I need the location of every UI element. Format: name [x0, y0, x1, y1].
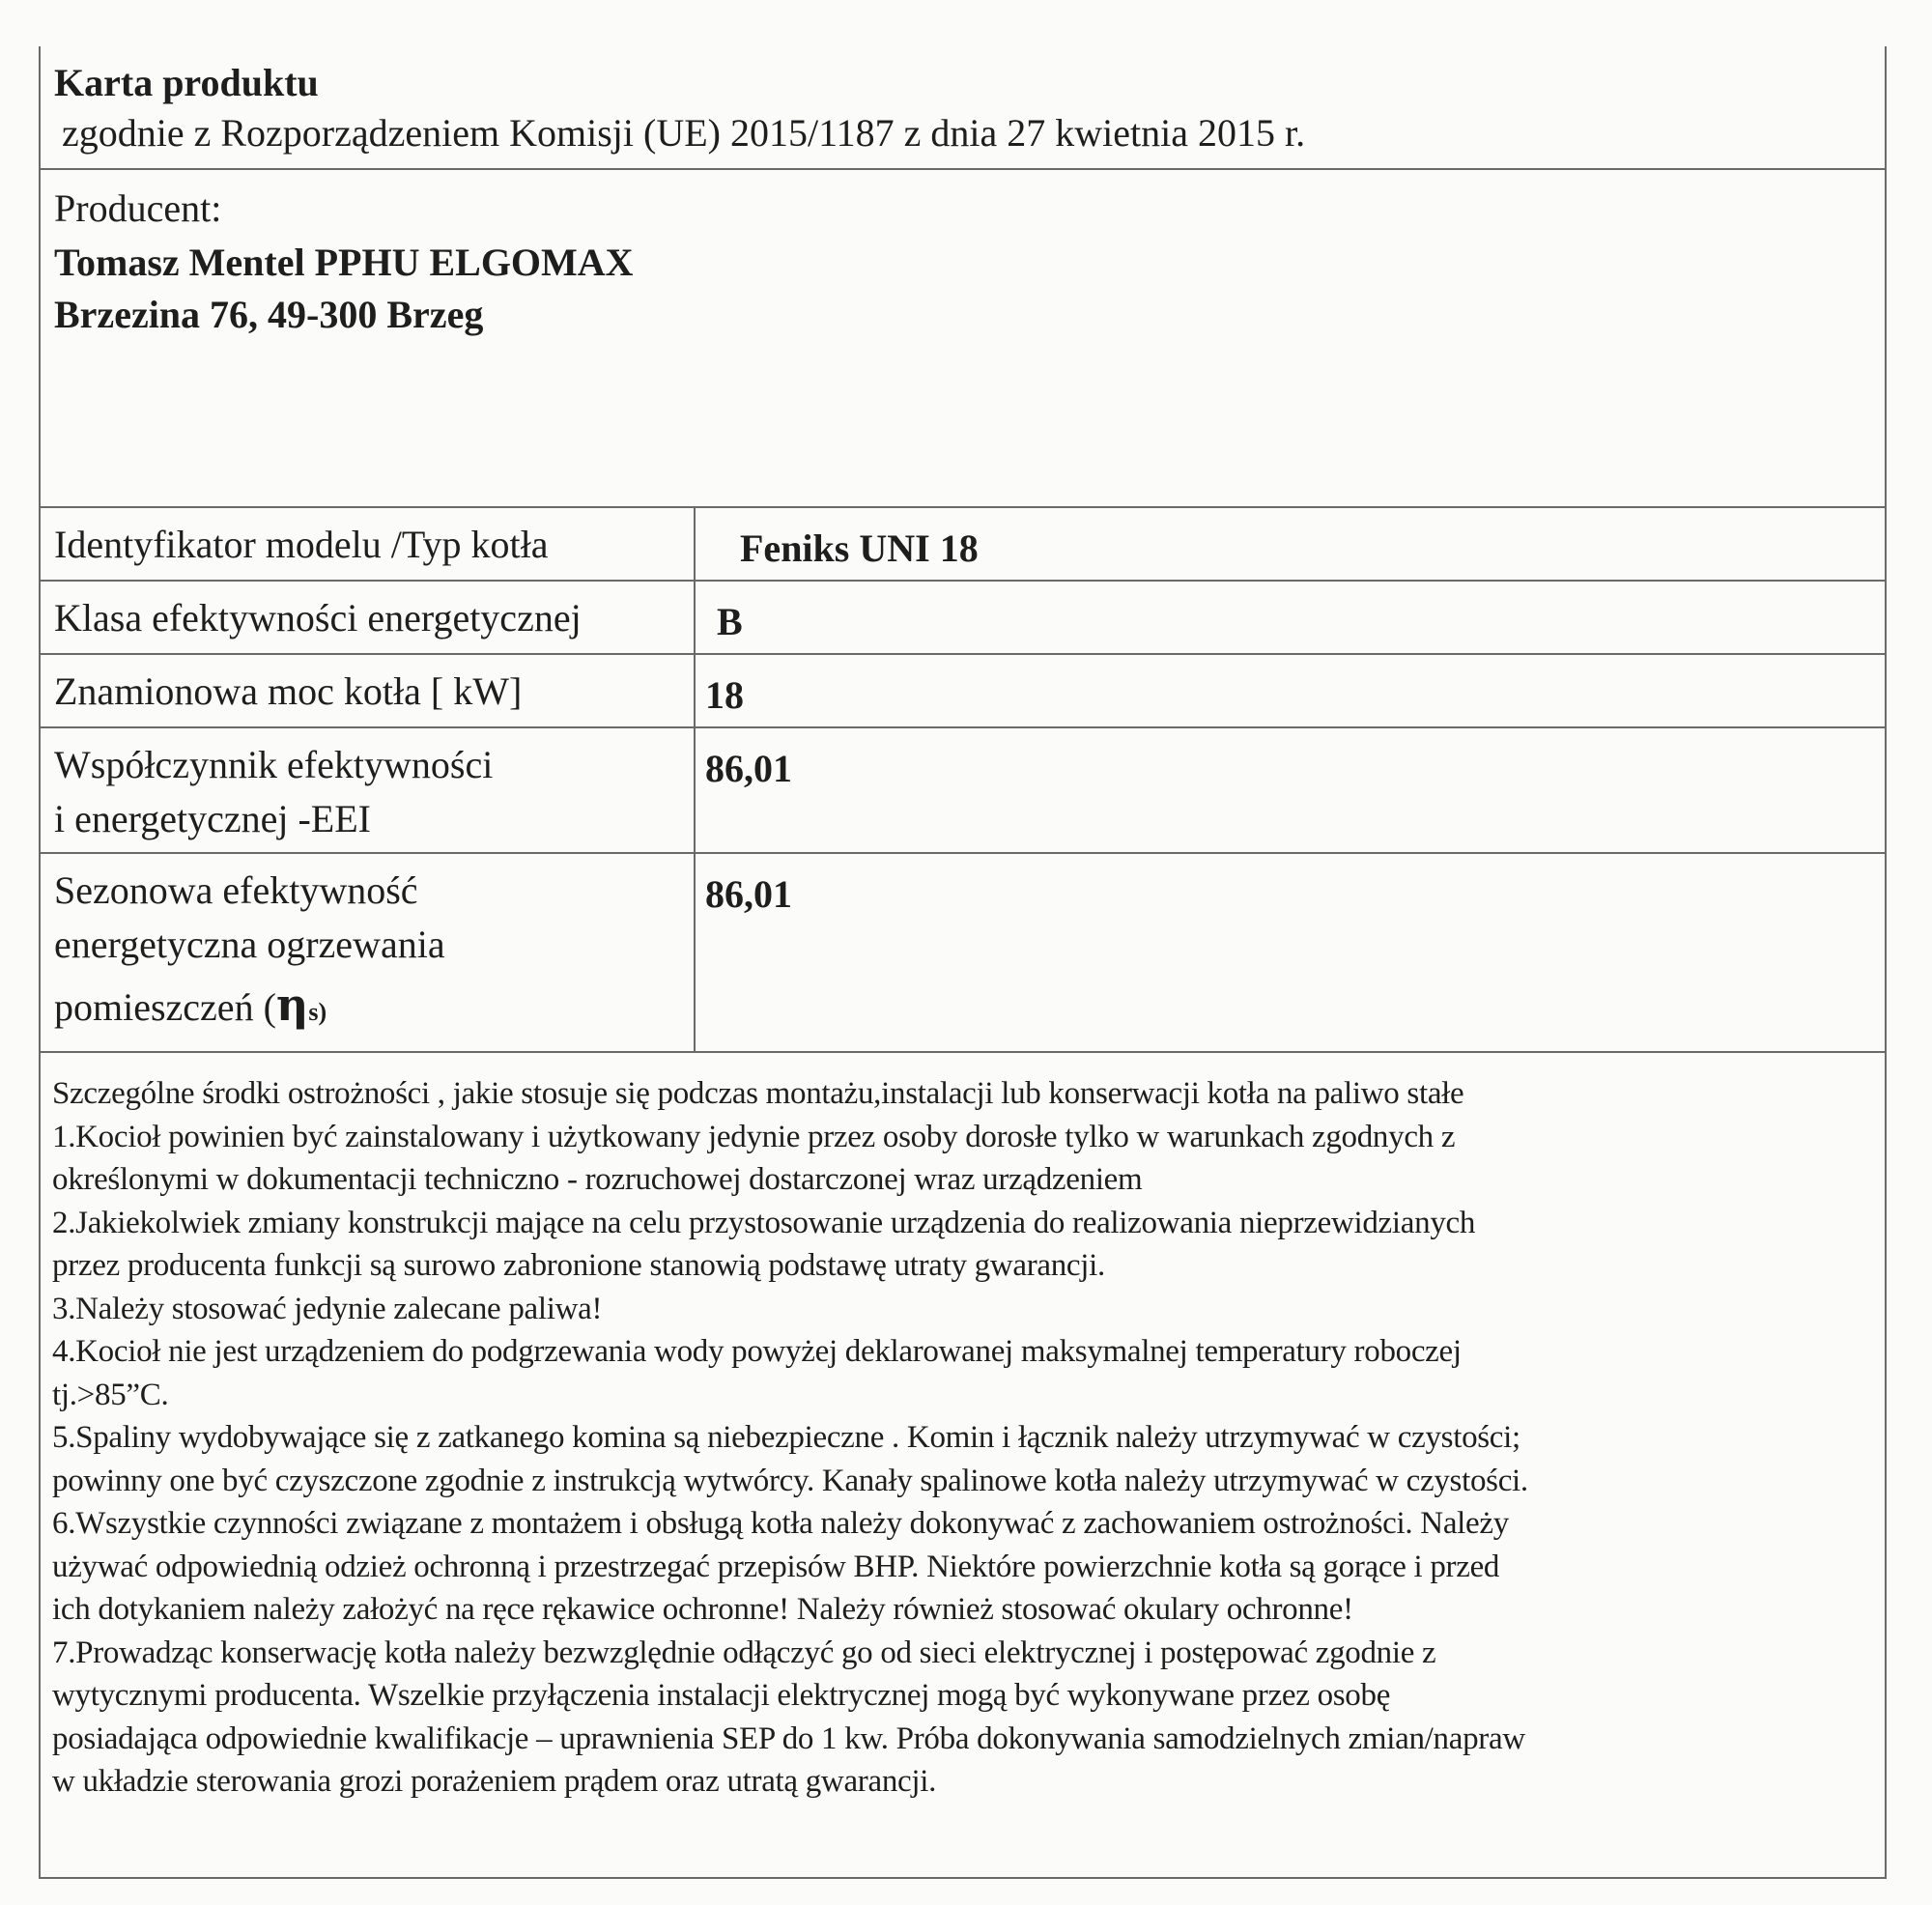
- safety-notes-section: [41, 1053, 1885, 1879]
- spec-row-model: [41, 508, 1885, 582]
- eta-symbol: η: [275, 979, 309, 1031]
- spec-value: 86,01: [705, 872, 792, 916]
- spec-value: B: [717, 600, 743, 643]
- notes-line: 6.Wszystkie czynności związane z montażem i obsługą kotła należy dokonywać z zachowaniem ostrożności. Należy: [52, 1506, 1509, 1541]
- notes-line: w układzie sterowania grozi porażeniem prądem oraz utratą gwarancji.: [52, 1764, 937, 1799]
- page-title: Karta produktu: [54, 61, 319, 104]
- notes-line: tj.>85”C.: [52, 1377, 169, 1412]
- notes-line: 7.Prowadząc konserwację kotła należy bezwzględnie odłączyć go od sieci elektrycznej i postępować zgodnie z: [52, 1635, 1436, 1670]
- closing-parenthesis: ): [318, 998, 327, 1026]
- notes-line: 3.Należy stosować jedynie zalecane paliwa!: [52, 1291, 603, 1326]
- spec-row-seasonal-efficiency: [41, 854, 1885, 1053]
- notes-line: 4.Kocioł nie jest urządzeniem do podgrzewania wody powyżej deklarowanej maksymalnej temperatury roboczej: [52, 1334, 1462, 1369]
- eta-subscript: s: [308, 998, 319, 1026]
- spec-label: Sezonowa efektywność: [54, 868, 418, 912]
- notes-line: przez producenta funkcji są surowo zabronione stanowią podstawę utraty gwarancji.: [52, 1248, 1105, 1283]
- notes-line: posiadająca odpowiednie kwalifikacje – uprawnienia SEP do 1 kw. Próba dokonywania samodzielnych zmian/napraw: [52, 1720, 1525, 1756]
- notes-line: 5.Spaliny wydobywające się z zatkanego komina są niebezpieczne . Komin i łącznik należy utrzymywać w czystości;: [52, 1420, 1520, 1455]
- product-card: [39, 46, 1887, 1879]
- header-section: [41, 46, 1885, 170]
- spec-label: Klasa efektywności energetycznej: [54, 596, 582, 640]
- notes-line: wytycznymi producenta. Wszelkie przyłączenia instalacji elektrycznej mogą być wykonywane przez osobę: [52, 1678, 1391, 1713]
- notes-line: 2.Jakiekolwiek zmiany konstrukcji mające na celu przystosowanie urządzenia do realizowania nieprzewidzianych: [52, 1205, 1476, 1240]
- producer-label: Producent:: [54, 186, 222, 230]
- notes-heading: Szczególne środki ostrożności , jakie stosuje się podczas montażu,instalacji lub konserwacji kotła na paliwo stałe: [52, 1076, 1464, 1111]
- spec-value: 18: [705, 673, 744, 717]
- notes-line: ich dotykaniem należy założyć na ręce rękawice ochronne! Należy również stosować okulary ochronne!: [52, 1592, 1353, 1627]
- spec-label-text: pomieszczeń (: [54, 985, 276, 1029]
- spec-label-symbol-line: [54, 978, 327, 1039]
- spec-row-nominal-power: [41, 655, 1885, 728]
- spec-row-eei: [41, 728, 1885, 854]
- regulation-subtitle: zgodnie z Rozporządzeniem Komisji (UE) 2015/1187 z dnia 27 kwietnia 2015 r.: [62, 111, 1306, 155]
- producer-name: Tomasz Mentel PPHU ELGOMAX: [54, 241, 634, 284]
- spec-label-continued: i energetycznej -EEI: [54, 797, 371, 840]
- spec-value: Feniks UNI 18: [740, 526, 979, 570]
- producer-address: Brzezina 76, 49-300 Brzeg: [54, 293, 484, 336]
- spec-value: 86,01: [705, 747, 792, 790]
- notes-line: określonymi w dokumentacji techniczno - rozruchowej dostarczonej wraz urządzeniem: [52, 1162, 1143, 1197]
- notes-line: powinny one być czyszczone zgodnie z instrukcją wytwórcy. Kanały spalinowe kotła należy utrzymywać w czystości.: [52, 1463, 1528, 1498]
- spec-label: Identyfikator modelu /Typ kotła: [54, 523, 549, 566]
- spec-label-continued: energetyczna ogrzewania: [54, 923, 445, 966]
- producer-section: [41, 170, 1885, 508]
- column-divider: [694, 508, 696, 1053]
- spec-label: Współczynnik efektywności: [54, 743, 494, 786]
- safety-notes: [52, 1072, 1878, 1804]
- notes-line: używać odpowiednią odzież ochronną i przestrzegać przepisów BHP. Niektóre powierzchnie kotła są gorące i przed: [52, 1549, 1500, 1584]
- spec-row-energy-class: [41, 582, 1885, 655]
- notes-line: 1.Kocioł powinien być zainstalowany i użytkowany jedynie przez osoby dorosłe tylko w warunkach zgodnych z: [52, 1119, 1456, 1154]
- spec-label: Znamionowa moc kotła [ kW]: [54, 669, 523, 713]
